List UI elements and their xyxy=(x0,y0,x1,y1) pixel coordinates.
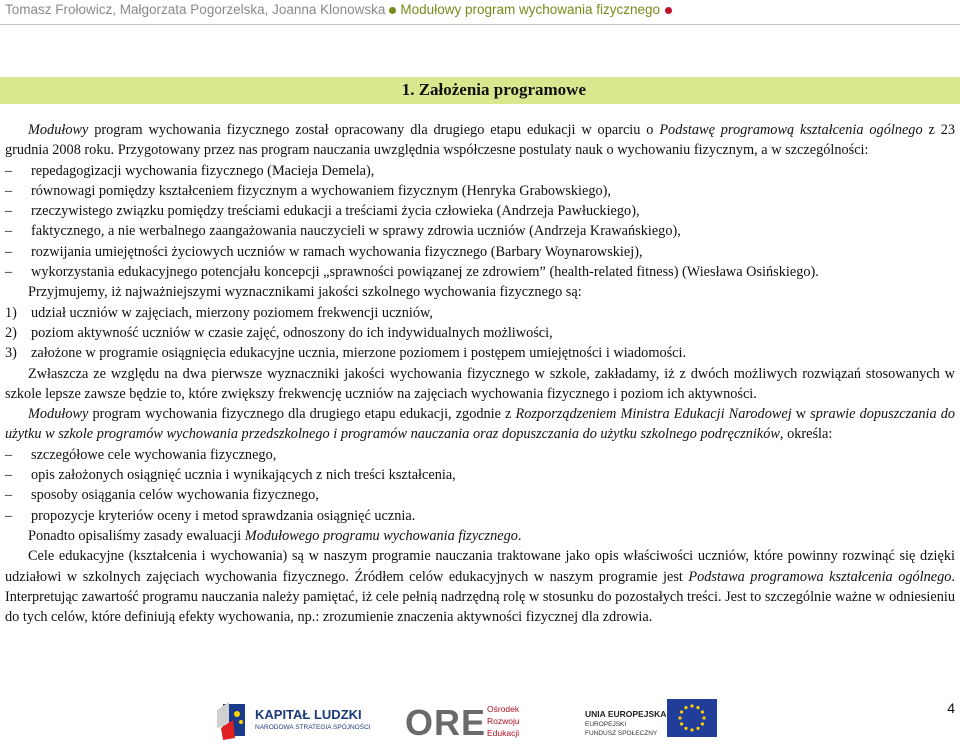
italic-text: Modułowy xyxy=(28,406,93,423)
list-item: – wykorzystania edukacyjnego potencjału koncepcji „sprawności powiązanej ze zdrowiem” (health-related fitness) (Wiesława Osińskiego). xyxy=(5,262,955,282)
body-text: Cele edukacyjne (kształcenia i wychowania) są w naszym programie nauczania traktowane jako opis właściwości uczniów, które powinny rozwinąć się dzięki udziałowi w szkolnych zajęciach wychowania fizycznego. Źródłem celów edukacyjnych w naszym programie jest xyxy=(5,548,955,585)
italic-text: Podstawa programowa kształcenia ogólnego xyxy=(688,568,952,585)
paragraph-goals xyxy=(5,546,955,627)
italic-text: Modułowy xyxy=(28,122,95,138)
paragraph-regulation xyxy=(5,404,955,445)
italic-text: Modułowego programu wychowania fizycznego xyxy=(244,527,518,544)
ore-mark: ORE xyxy=(405,702,487,743)
numbered-item xyxy=(5,323,955,343)
running-header xyxy=(0,0,960,26)
header-end-dot-icon xyxy=(665,7,672,14)
document-body xyxy=(5,120,955,627)
paragraph-quality: Przyjmujemy, iż najważniejszymi wyznacznikami jakości szkolnego wychowania fizycznego są: xyxy=(28,284,582,301)
list-item: – sposoby osiągania celów wychowania fizycznego, xyxy=(5,485,955,505)
header-dot-icon xyxy=(389,7,396,14)
italic-text: sprawie dopuszczania do użytku w szkole programów wychowania przedszkolnego i programów nauczania oraz dopuszczania do użytku szkolnego podręczników xyxy=(5,406,955,443)
body-text: w xyxy=(795,406,811,423)
italic-text: Rozporządzeniem Ministra Edukacji Narodowej xyxy=(515,406,796,423)
header-authors: Tomasz Frołowicz, Małgorzata Pogorzelska, Joanna Klonowska xyxy=(5,2,386,17)
list-item: – rzeczywistego związku pomiędzy treściami edukacji a treściami życia człowieka (Andrzeja Pawłuckiego), xyxy=(5,201,955,221)
section-heading-bar xyxy=(0,77,960,104)
list-item: – propozycje kryteriów oceny i metod sprawdzania osiągnięć ucznia. xyxy=(5,506,955,526)
paragraph-emphasis: Zwłaszcza ze względu na dwa pierwsze wyznaczniki jakości wychowania fizycznego w szkole, zakładamy, iż z dwóch możliwych rozwiązań stosowanych w szkole lepsze zawsze będzie to, które zwiększy frekwencję uczniów na zajęciach wychowania fizycznego i poziom ich aktywności. xyxy=(5,365,955,402)
header-document-title: Modułowy program wychowania fizycznego xyxy=(400,2,661,17)
ore-line-2: Rozwoju xyxy=(487,716,520,726)
item-text: założone w programie osiągnięcia edukacyjne ucznia, mierzone poziomem i postępem umiejętności i wiadomości. xyxy=(31,345,687,362)
body-text: Ponadto opisaliśmy zasady ewaluacji xyxy=(28,527,245,544)
ore-logo xyxy=(405,692,545,750)
body-text: z 23 grudnia 2008 roku. Przygotowany przez nas program nauczania uwzględnia współczesne postulaty nauk o wychowaniu fizycznym, a w szczególności: xyxy=(5,122,955,159)
list-item: – repedagogizacji wychowania fizycznego (Macieja Demela), xyxy=(5,161,955,181)
header-rule xyxy=(0,24,960,25)
postulates-list xyxy=(5,161,955,283)
kapital-ludzki-subtitle: NARODOWA STRATEGIA SPÓJNOŚCI xyxy=(255,724,371,731)
kapital-ludzki-logo xyxy=(215,692,371,750)
eu-line-3: FUNDUSZ SPOŁECZNY xyxy=(585,730,658,737)
header-text xyxy=(5,2,676,17)
paragraph-intro xyxy=(5,120,955,161)
eu-flag-icon xyxy=(667,699,717,737)
list-item: – rozwijania umiejętności życiowych uczniów w ramach wychowania fizycznego (Barbary Woynarowskiej), xyxy=(5,242,955,262)
numbered-item xyxy=(5,303,955,323)
list-item: – równowagi pomiędzy kształceniem fizycznym a wychowaniem fizycznym (Henryka Grabowskiego), xyxy=(5,181,955,201)
kapital-ludzki-title: KAPITAŁ LUDZKI xyxy=(255,707,362,722)
page-number: 4 xyxy=(947,700,955,716)
eu-title: UNIA EUROPEJSKA xyxy=(585,709,667,719)
item-number: 1) xyxy=(5,304,17,321)
body-text: . xyxy=(517,527,522,544)
kapital-ludzki-emblem-icon xyxy=(215,698,251,742)
body-text: , określa: xyxy=(779,426,833,443)
eu-line-2: EUROPEJSKI xyxy=(585,721,627,728)
italic-text: Podstawę programową kształcenia ogólnego xyxy=(659,122,929,138)
item-number: 2) xyxy=(5,324,17,341)
item-text: poziom aktywność uczniów w czasie zajęć, odnoszony do ich indywidualnych możliwości, xyxy=(31,324,553,341)
ore-line-1: Ośrodek xyxy=(487,704,520,714)
list-item: – faktycznego, a nie werbalnego zaangażowania nauczycieli w sprawy zdrowia uczniów (Andrzeja Krawańskiego), xyxy=(5,221,955,241)
page-footer xyxy=(0,692,960,752)
numbered-item xyxy=(5,343,955,363)
item-text: udział uczniów w zajęciach, mierzony poziomem frekwencji uczniów, xyxy=(31,304,433,321)
item-number: 3) xyxy=(5,345,17,362)
quality-indicators-list xyxy=(5,303,955,364)
eu-logo xyxy=(585,692,720,750)
program-contents-list xyxy=(5,445,955,526)
list-item: – opis założonych osiągnięć ucznia i wynikających z nich treści kształcenia, xyxy=(5,465,955,485)
ore-line-3: Edukacji xyxy=(487,728,520,738)
body-text: program wychowania fizycznego został opracowany dla drugiego etapu edukacji w oparciu o xyxy=(94,122,660,138)
section-title: 1. Założenia programowe xyxy=(401,80,586,99)
body-text: program wychowania fizycznego dla drugiego etapu edukacji, zgodnie z xyxy=(92,406,516,423)
body-text: . Interpretując zawartość programu nauczania należy pamiętać, iż cele pełnią nadrzędną rolę w stosunku do pozostałych treści. Jest to szczególnie ważne w odniesieniu do tych celów, które definiują efekty wychowania, np.: zrozumienie znaczenia aktywności fizycznej dla zdrowia. xyxy=(5,568,955,626)
list-item: – szczegółowe cele wychowania fizycznego, xyxy=(5,445,955,465)
paragraph-evaluation xyxy=(5,526,955,546)
